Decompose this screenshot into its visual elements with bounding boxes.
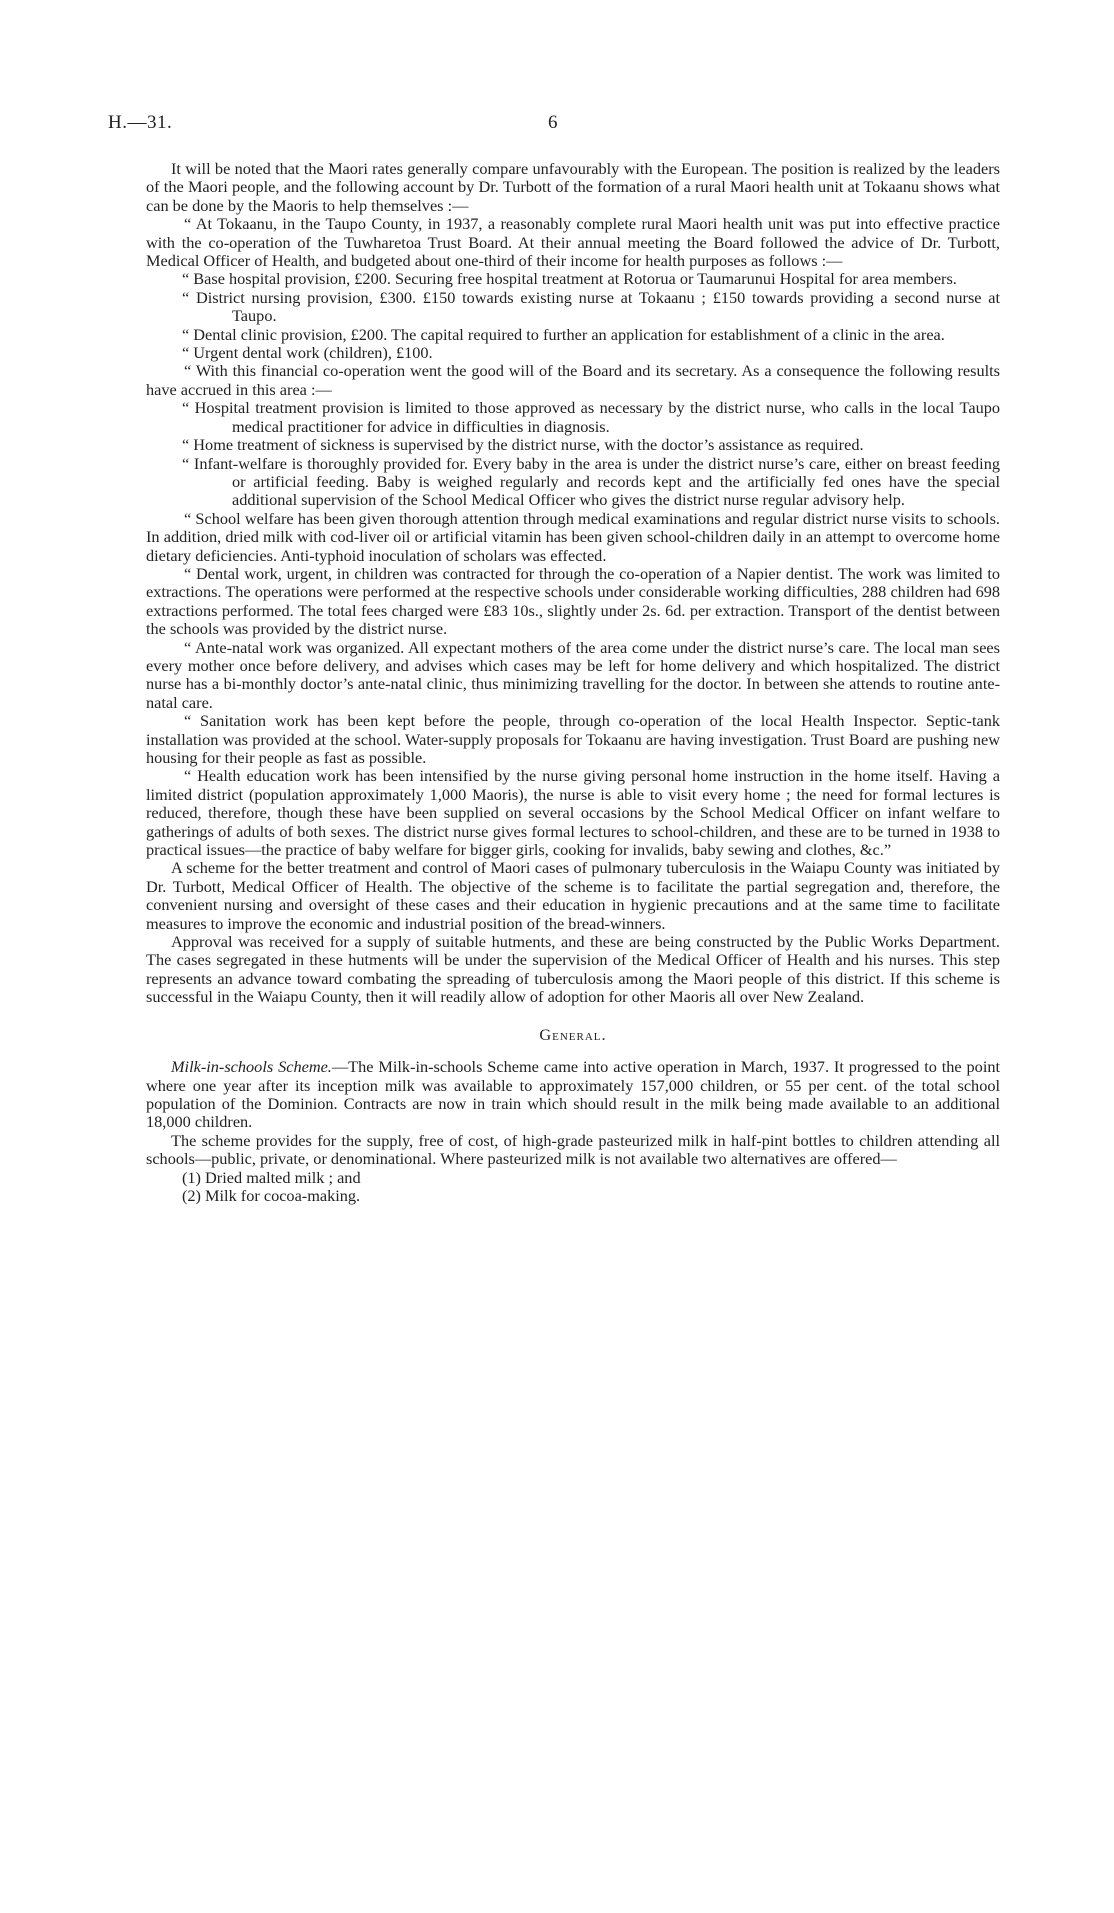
- paragraph: [146, 1058, 1000, 1132]
- paragraph: Approval was received for a supply of suitable hutments, and these are being constructed by the Public Works Department. The cases segregated in these hutments will be under the supervision of the Medical Officer of Health and his nurses. This step represents an advance toward combating the spreading of tuberculosis among the Maori people of this district. If this scheme is successful in the Waiapu County, then it will readily allow of adoption for other Maoris all over New Zealand.: [146, 932, 1000, 1007]
- quoted-list-item: “ District nursing provision, £300. £150 towards existing nurse at Tokaanu ; £150 towards providing a second nurse at Taupo.: [182, 287, 1000, 326]
- quoted-list-item: “ Dental clinic provision, £200. The capital required to further an application for establishment of a clinic in the area.: [182, 324, 945, 344]
- section-heading: General.: [539, 1024, 607, 1044]
- paragraph: A scheme for the better treatment and control of Maori cases of pulmonary tuberculosis in the Waiapu County was initiated by Dr. Turbott, Medical Officer of Health. The objective of the scheme is to facilitate the partial segregation and, therefore, the convenient nursing and oversight of these cases and their education in hygienic precautions and at the same time to facilitate measures to improve the economic and industrial position of the bread-winners.: [146, 858, 1000, 933]
- list-item: (2) Milk for cocoa-making.: [182, 1185, 361, 1205]
- paragraph: The scheme provides for the supply, free of cost, of high-grade pasteurized milk in half-pint bottles to children attending all schools—public, private, or denominational. Where pasteurized milk is not available two alternatives are offered—: [146, 1130, 1000, 1169]
- quoted-paragraph: “ With this financial co-operation went the good will of the Board and its secretary. As a consequence the following results have accrued in this area :—: [146, 361, 1000, 399]
- scheme-text: —The Milk-in-schools Scheme came into active operation in March, 1937. It progressed to the point where one year after its inception milk was available to approximately 157,000 children, or 55 per cent. of the total school population of the Dominion. Contracts are now in train which should result in the milk being made available to an additional 18,000 children.: [146, 1057, 1001, 1132]
- quoted-list-item: “ Home treatment of sickness is supervised by the district nurse, with the doctor’s assistance as required.: [182, 435, 864, 455]
- document-body: [146, 160, 1000, 1205]
- quoted-list-item: “ Base hospital provision, £200. Securing free hospital treatment at Rotorua or Taumarunui Hospital for area members.: [182, 269, 957, 289]
- quoted-list-item: “ Urgent dental work (children), £100.: [182, 343, 433, 363]
- quoted-paragraph: “ At Tokaanu, in the Taupo County, in 1937, a reasonably complete rural Maori health unit was put into effective practice with the co-operation of the Tuwharetoa Trust Board. At their annual meeting the Board followed the advice of Dr. Turbott, Medical Officer of Health, and budgeted about one-third of their income for health purposes as follows :—: [146, 214, 1000, 271]
- scheme-title: Milk-in-schools Scheme.: [171, 1057, 332, 1077]
- list-item: (1) Dried malted milk ; and: [182, 1167, 361, 1187]
- quoted-paragraph: “ School welfare has been given thorough attention through medical examinations and regular district nurse visits to schools. In addition, dried milk with cod-liver oil or artificial vitamin has been given school-children daily in an attempt to overcome home dietary deficiencies. Anti-typhoid inoculation of scholars was effected.: [146, 508, 1000, 565]
- quoted-list-item: “ Hospital treatment provision is limited to those approved as necessary by the district nurse, who calls in the local Taupo medical practitioner for advice in difficulties in diagnosis.: [182, 398, 1000, 436]
- quoted-paragraph: “ Health education work has been intensified by the nurse giving personal home instruction in the home itself. Having a limited district (population approximately 1,000 Maoris), the nurse is able to visit every home ; the need for formal lectures is reduced, therefore, though these have been supplied on several occasions by the School Medical Officer on infant welfare to gatherings of adults of both sexes. The district nurse gives formal lectures to school-children, and these are to be turned in 1938 to practical issues—the practice of baby welfare for bigger girls, cooking for invalids, baby sewing and clothes, &c.”: [146, 766, 1000, 860]
- quoted-paragraph: “ Dental work, urgent, in children was contracted for through the co-operation of a Napier dentist. The work was limited to extractions. The operations were performed at the respective schools under considerable working difficulties, 288 children had 698 extractions performed. The total fees charged were £83 10s., slightly under 2s. 6d. per extraction. Transport of the dentist between the schools was provided by the district nurse.: [146, 563, 1000, 639]
- document-reference: H.—31.: [108, 112, 173, 133]
- page-number: 6: [548, 112, 558, 133]
- quoted-paragraph: “ Ante-natal work was organized. All expectant mothers of the area come under the district nurse’s care. The local man sees every mother once before delivery, and advises which cases may be left for home delivery and which hospitalized. The district nurse has a bi-monthly doctor’s ante-natal clinic, thus minimizing travelling for the doctor. In between she attends to routine ante-natal care.: [146, 637, 1000, 712]
- quoted-paragraph: “ Sanitation work has been kept before the people, through co-operation of the local Health Inspector. Septic-tank installation was provided at the school. Water-supply proposals for Tokaanu are having investigation. Trust Board are pushing new housing for their people as fast as possible.: [146, 711, 1000, 767]
- quoted-list-item: “ Infant-welfare is thoroughly provided for. Every baby in the area is under the district nurse’s care, either on breast feeding or artificial feeding. Baby is weighed regularly and records kept and the artificially fed ones have the special additional supervision of the School Medical Officer who gives the district nurse regular advisory help.: [182, 453, 1000, 510]
- paragraph: It will be noted that the Maori rates generally compare unfavourably with the European. The position is realized by the leaders of the Maori people, and the following account by Dr. Turbott of the formation of a rural Maori health unit at Tokaanu shows what can be done by the Maoris to help themselves :—: [146, 159, 1000, 215]
